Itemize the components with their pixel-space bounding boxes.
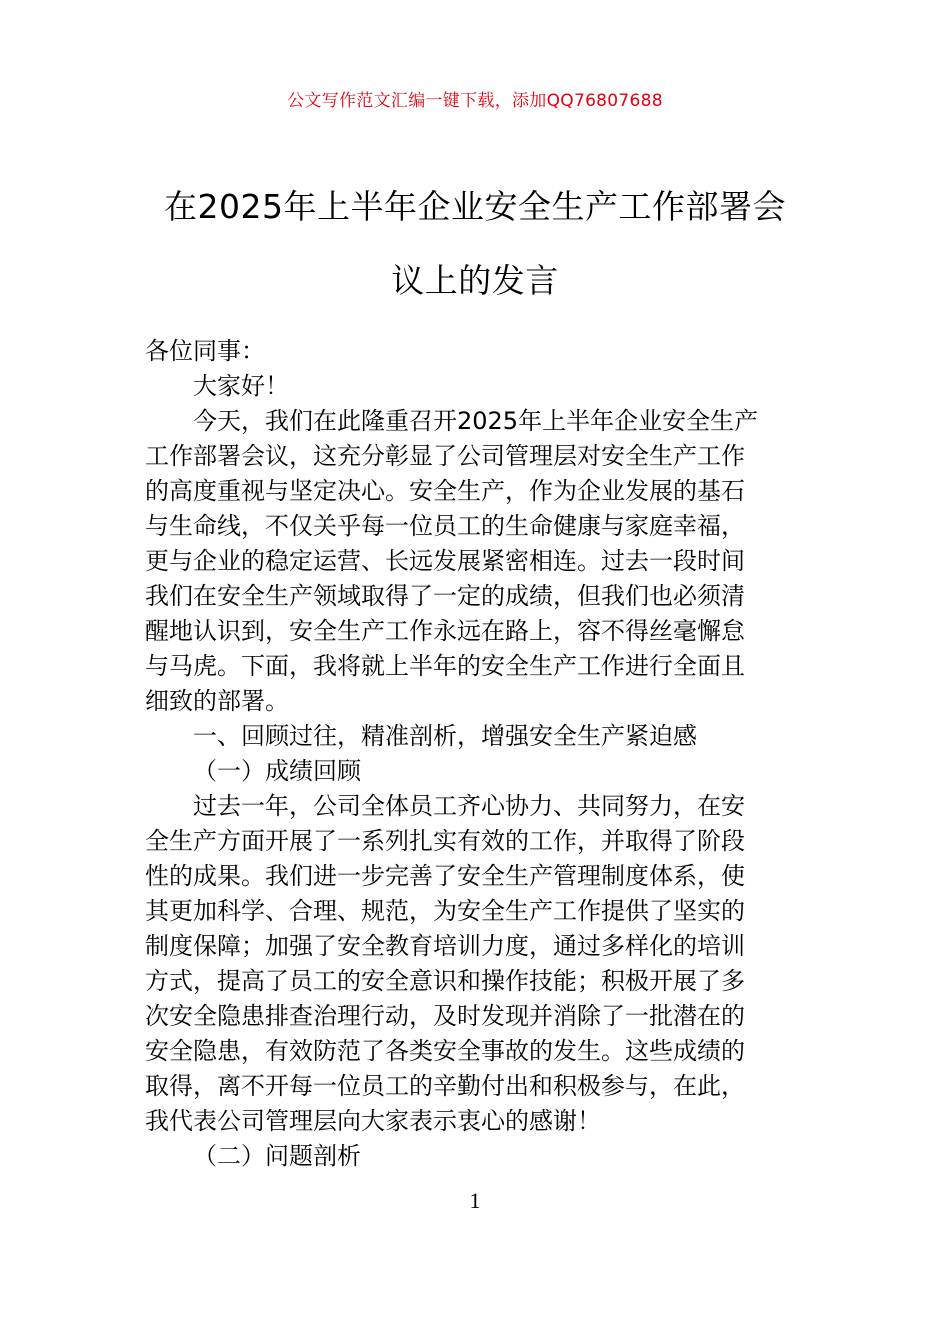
salutation: 各位同事： [145, 337, 265, 365]
paragraph-line: 工作部署会议，这充分彰显了公司管理层对安全生产工作 [145, 442, 745, 470]
paragraph-line: 更与企业的稳定运营、长远发展紧密相连。过去一段时间 [145, 547, 745, 575]
paragraph-line: 我们在安全生产领域取得了一定的成绩，但我们也必须清 [145, 582, 745, 610]
subsection-heading: （一）成绩回顾 [193, 757, 361, 785]
paragraph-line: 与生命线，不仅关乎每一位员工的生命健康与家庭幸福， [145, 512, 745, 540]
paragraph-line: 其更加科学、合理、规范，为安全生产工作提供了坚实的 [145, 897, 745, 925]
paragraph-line: 细致的部署。 [145, 687, 289, 715]
paragraph-line: 制度保障；加强了安全教育培训力度，通过多样化的培训 [145, 932, 745, 960]
speech-body [145, 334, 807, 1174]
paragraph-line: 醒地认识到，安全生产工作永远在路上，容不得丝毫懈怠 [145, 617, 745, 645]
greeting: 大家好！ [193, 372, 289, 400]
document-title [140, 170, 810, 318]
paragraph-line: 的高度重视与坚定决心。安全生产，作为企业发展的基石 [145, 477, 745, 505]
paragraph-line: 我代表公司管理层向大家表示衷心的感谢！ [145, 1107, 601, 1135]
paragraph-line: 安全隐患，有效防范了各类安全事故的发生。这些成绩的 [145, 1037, 745, 1065]
paragraph-line: 取得，离不开每一位员工的辛勤付出和积极参与，在此， [145, 1072, 745, 1100]
title-line: 议上的发言 [391, 261, 559, 300]
title-line: 在2025年上半年企业安全生产工作部署会 [164, 187, 786, 226]
paragraph-line: 今天，我们在此隆重召开2025年上半年企业安全生产 [193, 407, 759, 435]
paragraph-line: 与马虎。下面，我将就上半年的安全生产工作进行全面且 [145, 652, 745, 680]
paragraph-line: 次安全隐患排查治理行动，及时发现并消除了一批潜在的 [145, 1002, 745, 1030]
paragraph-line: 过去一年，公司全体员工齐心协力、共同努力，在安 [193, 792, 745, 820]
paragraph-line: 全生产方面开展了一系列扎实有效的工作，并取得了阶段 [145, 827, 745, 855]
paragraph-line: 性的成果。我们进一步完善了安全生产管理制度体系，使 [145, 862, 745, 890]
paragraph-line: 方式，提高了员工的安全意识和操作技能；积极开展了多 [145, 967, 745, 995]
subsection-heading: （二）问题剖析 [193, 1142, 361, 1170]
page-number: 1 [469, 1188, 481, 1213]
section-heading: 一、回顾过往，精准剖析，增强安全生产紧迫感 [193, 722, 697, 750]
download-promo-note: 公文写作范文汇编一键下载，添加QQ76807688 [287, 91, 663, 111]
